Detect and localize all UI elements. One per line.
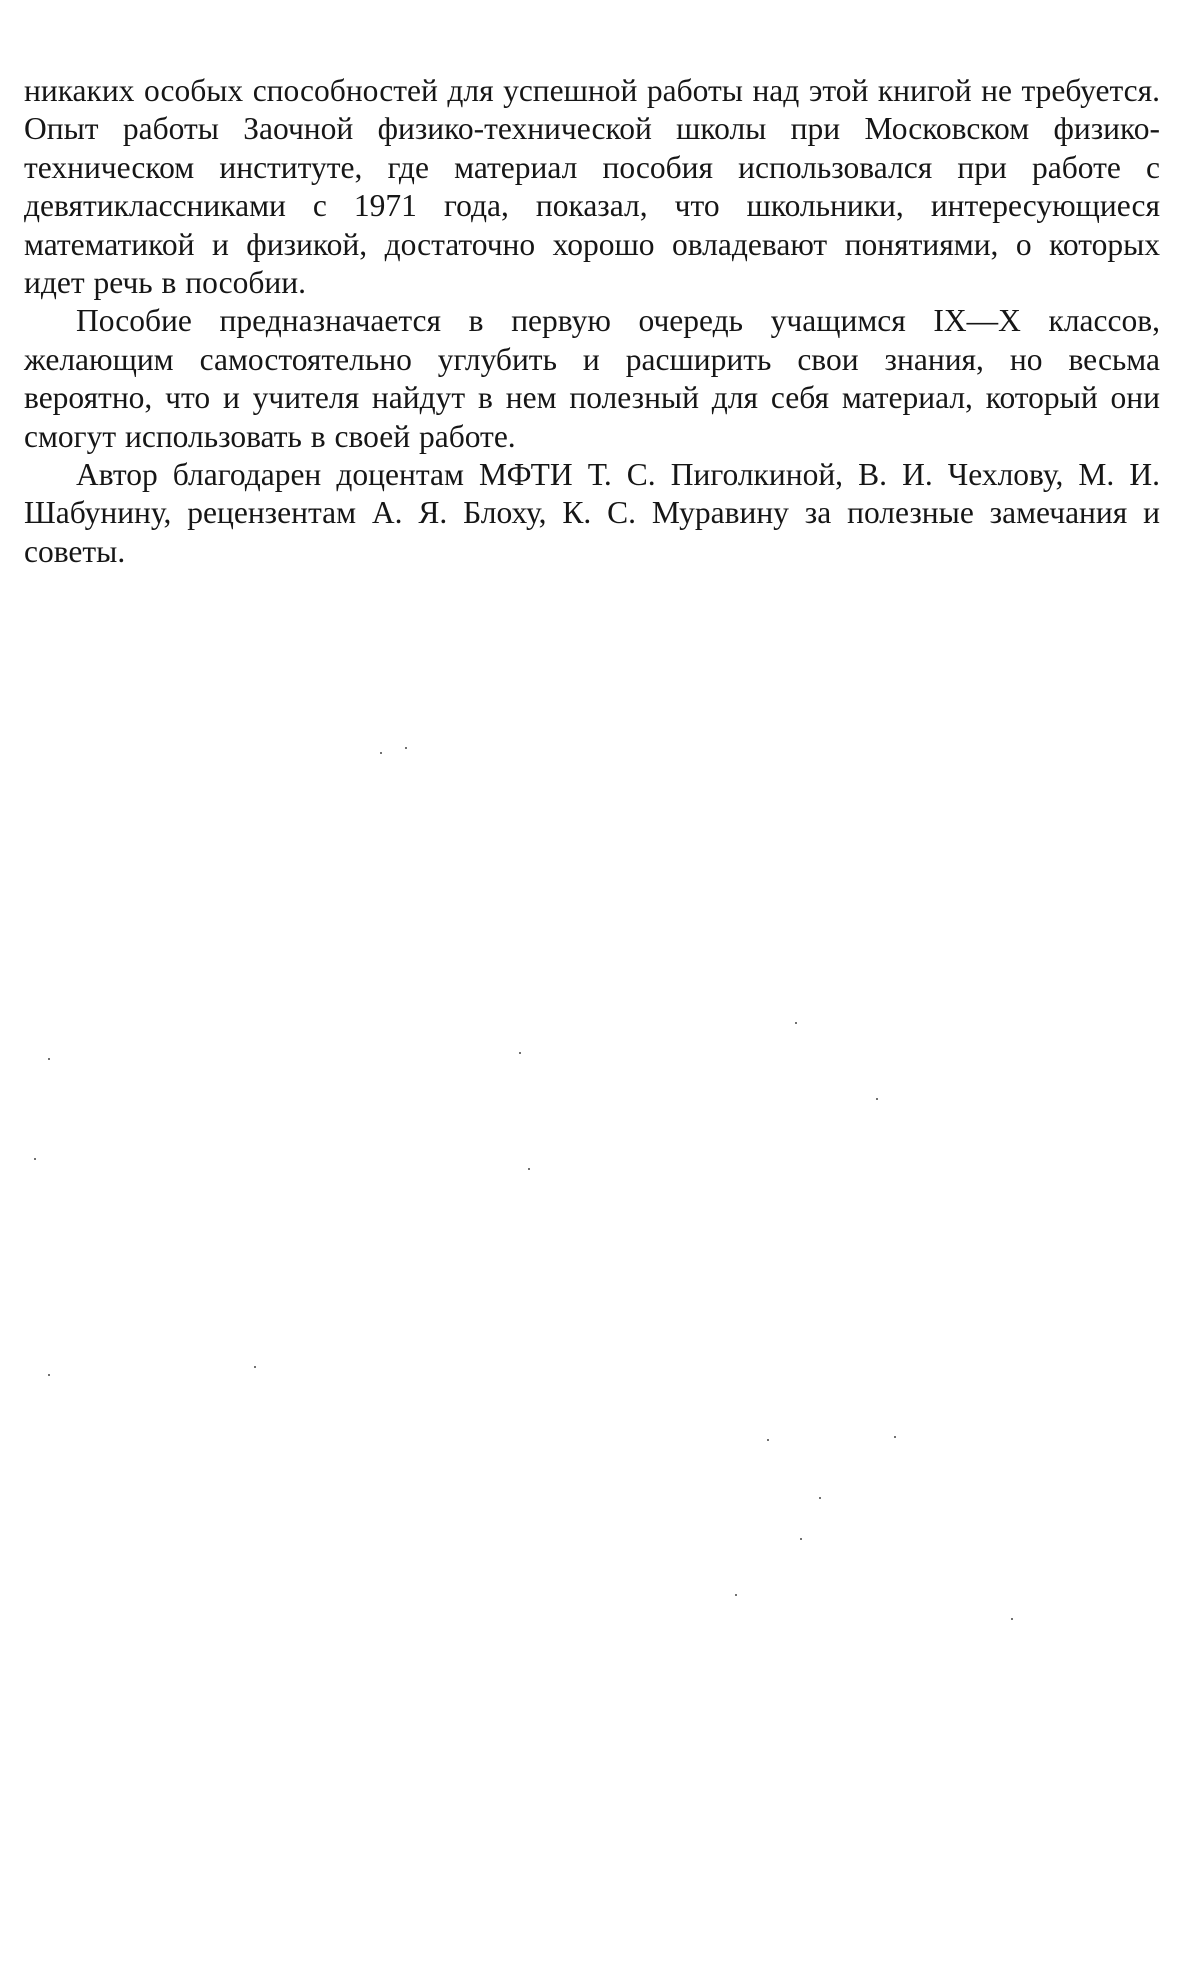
body-text xyxy=(24,72,1160,571)
scan-speck xyxy=(519,1052,521,1054)
scan-speck xyxy=(48,1058,50,1060)
scan-speck xyxy=(34,1158,36,1160)
scan-speck xyxy=(405,747,407,749)
scan-speck xyxy=(380,752,382,754)
scan-speck xyxy=(894,1436,896,1438)
paragraph-purpose: Пособие предназначается в первую очередь учащимся IX—X классов, желающим самостоятельно углубить и расширить свои знания, но весьма вероятно, что и учителя найдут в нем полезный для себя материал, который они смогут использовать в своей работе. xyxy=(24,303,1160,454)
scan-speck xyxy=(1011,1618,1013,1620)
paragraph-continuation: никаких особых способностей для успешной работы над этой книгой не требуется. Опыт работы Заочной физико-технической школы при Московском физико-техническом институте, где материал пособия использовался при работе с девятиклассниками с 1971 года, показал, что школьники, интересующиеся математикой и физикой, достаточно хорошо овладевают понятиями, о которых идет речь в пособии. xyxy=(24,73,1160,301)
scan-speck xyxy=(528,1168,530,1170)
scan-speck xyxy=(800,1538,802,1540)
scan-speck xyxy=(254,1366,256,1368)
paragraph-acknowledgements: Автор благодарен доцентам МФТИ Т. С. Пиголкиной, В. И. Чехлову, М. И. Шабунину, рецензентам А. Я. Блоху, К. С. Муравину за полезные замечания и советы. xyxy=(24,457,1160,569)
scan-speck xyxy=(876,1098,878,1100)
scan-speck xyxy=(819,1497,821,1499)
scan-speck xyxy=(735,1594,737,1596)
scan-speck xyxy=(767,1439,769,1441)
scan-speck xyxy=(795,1022,797,1024)
scan-speck xyxy=(48,1374,50,1376)
